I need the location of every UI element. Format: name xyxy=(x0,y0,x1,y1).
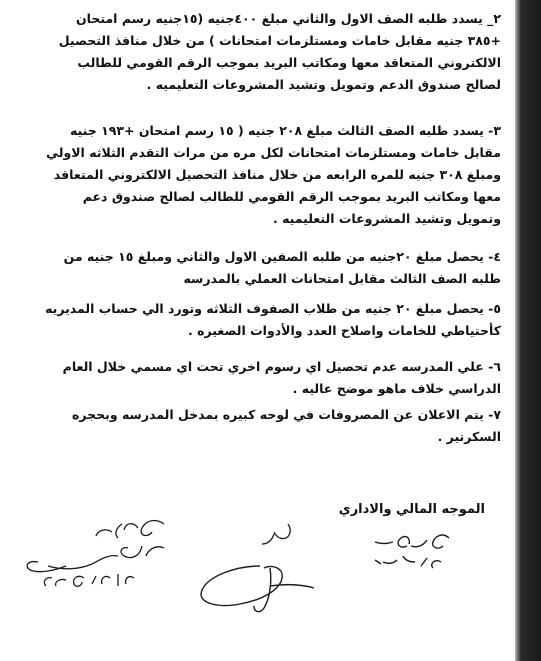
paragraph-no-other-fees: ٦- علي المدرسه عدم تحصيل اي رسوم اخري تحت اي مسمي خلال العام الدراسي خلاف ماهو موضح عاليه . xyxy=(62,359,501,396)
handwritten-signature-financial xyxy=(331,518,481,578)
paragraph-practical-exam-fee: ٤- يحصل مبلغ ٢٠جنيه من طلبه الصفين الاول والثاني ومبلغ ١٥ جنيه من طلبه الصف الثالث مقابل امتحانات العملي بالمدرسه xyxy=(63,249,501,286)
signature-title: الموجه المالي والاداري xyxy=(338,502,485,517)
scan-edge-strip xyxy=(515,0,541,661)
handwritten-signature-middle xyxy=(190,516,330,626)
paragraph-announcement: ٧- يتم الاعلان عن المصروفات في لوحه كبيره بمدخل المدرسه وبحجره السكرتير . xyxy=(71,407,501,444)
paragraph-fee-grade-3: ٣- يسدد طلبه الصف الثالث مبلغ ٢٠٨ جنيه ( ١٥ رسم امتحان +١٩٣ جنيه مقابل خامات ومستلزمات امتحانات لكل مره من مرات التقدم الثلاثه الاولي ومبلغ ٣٠٨ جنيه للمره الرابعه من خلال منافذ التحصيل الالكتروني المتعاقد معها ومكاتب البريد بموجب الرقم القومي للطالب لصالح صندوق دعم وتمويل وتشيد المشروعات التعليميه . xyxy=(46,123,501,226)
paragraph-fee-grades-1-2: ٢_ يسدد طلبه الصف الاول والثاني مبلغ ٤٠٠جنيه (١٥جنيه رسم امتحان +٣٨٥ جنيه مقابل خامات ومستلزمات امتحانات ) من خلال منافذ التحصيل الالكتروني المتعاقد معها ومكاتب البريد بموجب الرقم القومي للطالب لصالح صندوق الدعم وتمويل وتشيد المشروعات التعليميه . xyxy=(58,11,501,92)
paragraph-reserve-fee: ٥- يحصل مبلغ ٢٠ جنيه من طلاب الصفوف الثلاثه وتورد الي حساب المديريه كأحتياطي للخامات واصلاح العدد والأدوات الصغيره . xyxy=(45,301,501,338)
handwritten-signature-left xyxy=(14,512,174,602)
